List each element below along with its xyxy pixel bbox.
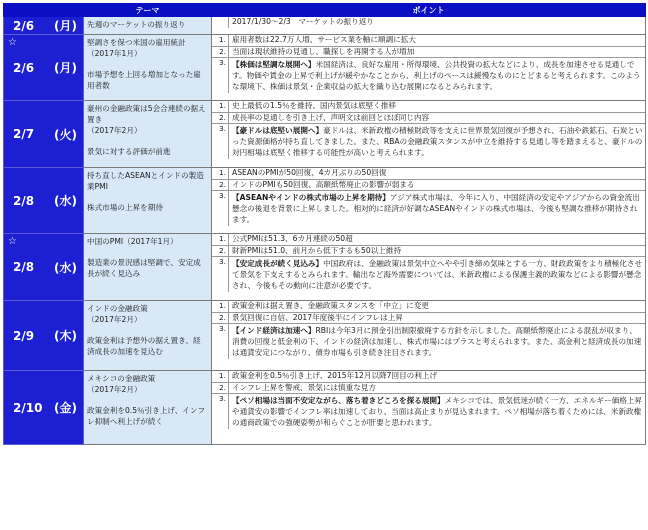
- point-body: [228, 257, 645, 292]
- theme-text: 先週のマーケットの振り返り: [87, 20, 186, 29]
- point-highlight: 【インド経済は加速へ】: [232, 326, 316, 335]
- table-row: [4, 17, 646, 35]
- table-row: [4, 168, 646, 234]
- theme-text: インドの金融政策: [87, 304, 148, 313]
- theme-text: （2017年2月）: [87, 315, 142, 324]
- point-text: 史上最低の1.5％を維持、国内景気は底堅く推移: [232, 101, 396, 110]
- date-label: 2/6: [13, 18, 35, 33]
- points-cell: [212, 371, 646, 445]
- point-item: [212, 17, 645, 28]
- date-label: 2/10: [13, 400, 43, 415]
- point-item: [212, 180, 645, 192]
- point-item: [212, 35, 645, 47]
- point-text: RBIは今年3月に預金引出制限撤廃する方針を示しました。高額紙幣廃止による混乱が収まり、消費の回復と低金利の下、インドの経済は加速し、株式市場にはプラスと考えられます。また、高金利と経済成長の加速は通貨安定につながり、債券市場も引き続き注目されます。: [232, 326, 642, 357]
- point-body: [228, 124, 645, 159]
- point-body: [228, 191, 645, 226]
- points-cell: [212, 101, 646, 168]
- weekday-label: (火): [54, 127, 77, 142]
- point-text: 雇用者数は22.7万人増、サービス業を軸に順調に拡大: [232, 35, 416, 44]
- point-text: インフレ上昇を警戒、景気には慎重な見方: [232, 382, 376, 392]
- table-row: [4, 301, 646, 371]
- weekday-label: (月): [54, 61, 77, 75]
- point-text: 米国経済は、良好な雇用・所得環境、公共投資の拡大などにより、成長を加速させる見通しです。物価や賃金の上昇で利上げが緩やかなことから、利上げのペースは緩慢なものにとどまると考えられます。このような環境下、株価は景気・企業収益の拡大を織り込む展開になるとみられます。: [232, 60, 641, 91]
- point-highlight: 【ASEANやインドの株式市場の上昇を期待】: [232, 193, 390, 202]
- point-item: [212, 124, 645, 159]
- point-item: [212, 371, 645, 383]
- point-number: 3.: [218, 124, 226, 133]
- weekday-label: (水): [54, 260, 77, 275]
- point-body: [228, 371, 645, 382]
- point-number: 1.: [218, 371, 226, 380]
- theme-cell: [84, 234, 212, 301]
- point-text: 2017/1/30～2/3 マーケットの振り返り: [232, 17, 374, 26]
- date-cell: [4, 168, 84, 234]
- point-item: [212, 246, 645, 258]
- point-item: [212, 301, 645, 313]
- point-item: [212, 234, 645, 246]
- theme-cell: [84, 301, 212, 371]
- point-body: [228, 180, 645, 191]
- point-number: 2.: [218, 179, 226, 189]
- point-item: [212, 257, 645, 292]
- point-item: [212, 168, 645, 180]
- points-cell: [212, 17, 646, 35]
- point-body: [228, 101, 645, 112]
- table-header: [4, 4, 646, 17]
- theme-cell: [84, 168, 212, 234]
- points-cell: [212, 35, 646, 101]
- star-icon: ☆: [8, 37, 17, 48]
- points-cell: [212, 234, 646, 301]
- point-highlight: 【安定成長が続く見込み】: [232, 259, 324, 268]
- point-item: [212, 101, 645, 113]
- point-body: [228, 301, 645, 312]
- point-text: メキシコでは、景気低迷が続く一方、エネルギー価格上昇や通貨安の影響でインフレ率は加速しており、当面は高止まりが見込まれます。ペソ相場が落ち着くためには、米新政権の通商政策での強硬姿勢が和らぐことが肝要と思われます。: [232, 396, 642, 427]
- point-number: 3.: [218, 257, 226, 266]
- table-row: [4, 234, 646, 301]
- point-item: [212, 383, 645, 395]
- date-cell: [4, 101, 84, 168]
- weekday-label: (金): [54, 401, 77, 415]
- point-number: 1.: [218, 101, 226, 110]
- point-text: 成長率の見通しを引き上げ、声明文は前回とほぼ同じ内容: [232, 112, 430, 122]
- point-number: 3.: [218, 191, 226, 200]
- point-text: インドのPMIも50回復、高額紙幣廃止の影響が弱まる: [232, 179, 415, 189]
- point-highlight: 【株価は堅調な展開へ】: [232, 60, 316, 69]
- date-label: 2/8: [13, 260, 35, 274]
- point-number: 2.: [218, 112, 226, 122]
- point-item: [212, 394, 645, 429]
- points-cell: [212, 301, 646, 371]
- weekday-label: (木): [54, 329, 77, 343]
- point-text: アジア株式市場は、今年に入り、中国経済の安定やアジアからの資金流出懸念の後退を背景に上昇しました。相対的に経済が好調なASEANやインドの株式市場は、今後も堅調な推移が期待されます。: [232, 193, 640, 224]
- point-item: [212, 324, 645, 359]
- point-number: 2.: [218, 46, 226, 56]
- point-text: 当面は現状維持の見通し、職探しを再開する人が増加: [232, 46, 415, 56]
- theme-cell: [84, 35, 212, 101]
- point-text: 公式PMIは51.3、6カ月連続の50超: [232, 234, 353, 243]
- theme-text: （2017年2月）: [87, 126, 142, 135]
- date-cell: [4, 17, 84, 35]
- theme-cell: [84, 17, 212, 35]
- point-item: [212, 47, 645, 59]
- point-body: [228, 234, 645, 245]
- theme-text: 中国のPMI（2017年1月）: [87, 237, 178, 246]
- date-cell: [4, 234, 84, 301]
- theme-cell: [84, 101, 212, 168]
- theme-text: 市場予想を上回る増加となった雇用者数: [87, 70, 201, 90]
- point-body: [228, 313, 645, 324]
- point-body: [228, 394, 645, 429]
- table-row: [4, 371, 646, 445]
- theme-text: （2017年2月）: [87, 385, 142, 394]
- point-text: 景気回復に自信、2017年度後半にインフレは上昇: [232, 312, 403, 322]
- weekly-schedule-table: [3, 3, 646, 445]
- point-body: [228, 17, 645, 28]
- point-highlight: 【豪ドルは底堅い展開へ】: [232, 126, 324, 135]
- point-item: [212, 191, 645, 226]
- point-body: [228, 168, 645, 179]
- weekday-label: (月): [54, 19, 77, 33]
- theme-text: 政策金利を0.5％引き上げ、インフレ抑制へ利上げが続く: [87, 406, 206, 426]
- point-highlight: 【ペソ相場は当面不安定ながら、落ち着きどころを探る展開】: [232, 396, 445, 405]
- theme-text: 政策金利は予想外の据え置き、経済成長の加速を見込む: [87, 336, 201, 356]
- point-item: [212, 58, 645, 93]
- point-body: [228, 35, 645, 46]
- star-icon: ☆: [8, 236, 17, 247]
- point-number: 3.: [218, 324, 226, 333]
- date-cell: [4, 35, 84, 101]
- point-item: [212, 113, 645, 125]
- point-number: 2.: [218, 382, 226, 392]
- point-number: 2.: [218, 312, 226, 322]
- point-number: 1.: [218, 168, 226, 177]
- theme-text: 景気に対する評価が前進: [87, 147, 171, 156]
- points-cell: [212, 168, 646, 234]
- header-blank: [4, 4, 84, 17]
- date-label: 2/6: [13, 60, 35, 75]
- point-number: 1.: [218, 301, 226, 310]
- date-label: 2/9: [13, 328, 35, 343]
- theme-text: 株式市場の上昇を期待: [87, 203, 163, 212]
- theme-cell: [84, 371, 212, 445]
- table-row: [4, 35, 646, 101]
- point-text: 財新PMIは51.0、前月から低下するも50以上維持: [232, 245, 402, 255]
- point-number: 3.: [218, 58, 226, 67]
- weekday-label: (水): [54, 194, 77, 208]
- point-text: ASEANのPMIが50回復、4カ月ぶりの50回復: [232, 168, 387, 177]
- theme-text: 豪州の金融政策は5会合連続の据え置き: [87, 104, 206, 124]
- date-label: 2/8: [13, 193, 35, 208]
- point-text: 豪ドルは、米新政権の積極財政等を支えに世界景気回復が予想され、石油や鉄鉱石、石炭といった資源価格が持ち直してきました。また、RBAの金融政策スタンスが中立を維持する見通し等を踏まえると、豪ドルの対円相場は底堅く推移する可能性が高いと考えられます。: [232, 126, 643, 157]
- point-item: [212, 313, 645, 325]
- point-body: [228, 47, 645, 58]
- date-cell: [4, 301, 84, 371]
- header-theme: テーマ: [84, 4, 212, 17]
- point-text: 政策金利を0.5％引き上げ、2015年12月以降7回目の利上げ: [232, 371, 438, 380]
- theme-text: 持ち直したASEANとインドの製造業PMI: [87, 171, 204, 191]
- theme-text: 堅調さを保つ米国の雇用統計: [87, 38, 186, 47]
- point-number: 1.: [218, 35, 226, 44]
- header-point: ポイント: [212, 4, 646, 17]
- point-text: 政策金利は据え置き、金融政策スタンスを「中立」に変更: [232, 301, 429, 310]
- point-text: 中国政府は、金融政策は景気中立へやや引き締め気味とする一方、財政政策をより積極化させて景気を下支えするとみられます。輸出など海外需要については、米新政権による保護主義的政策などによる影響が懸念され、今後もその動向に注意が必要です。: [232, 259, 643, 290]
- point-body: [228, 324, 645, 359]
- point-number: 3.: [218, 394, 226, 403]
- point-number: 2.: [218, 245, 226, 255]
- theme-text: 製造業の景況感は堅調で、安定成長が続く見込み: [87, 258, 201, 278]
- date-cell: [4, 371, 84, 445]
- point-body: [228, 58, 645, 93]
- theme-text: （2017年1月）: [87, 49, 142, 58]
- point-body: [228, 383, 645, 394]
- point-body: [228, 113, 645, 124]
- point-body: [228, 246, 645, 257]
- point-number: [212, 17, 228, 28]
- date-label: 2/7: [13, 127, 35, 141]
- table-row: [4, 101, 646, 168]
- theme-text: メキシコの金融政策: [87, 374, 156, 383]
- point-number: 1.: [218, 234, 226, 243]
